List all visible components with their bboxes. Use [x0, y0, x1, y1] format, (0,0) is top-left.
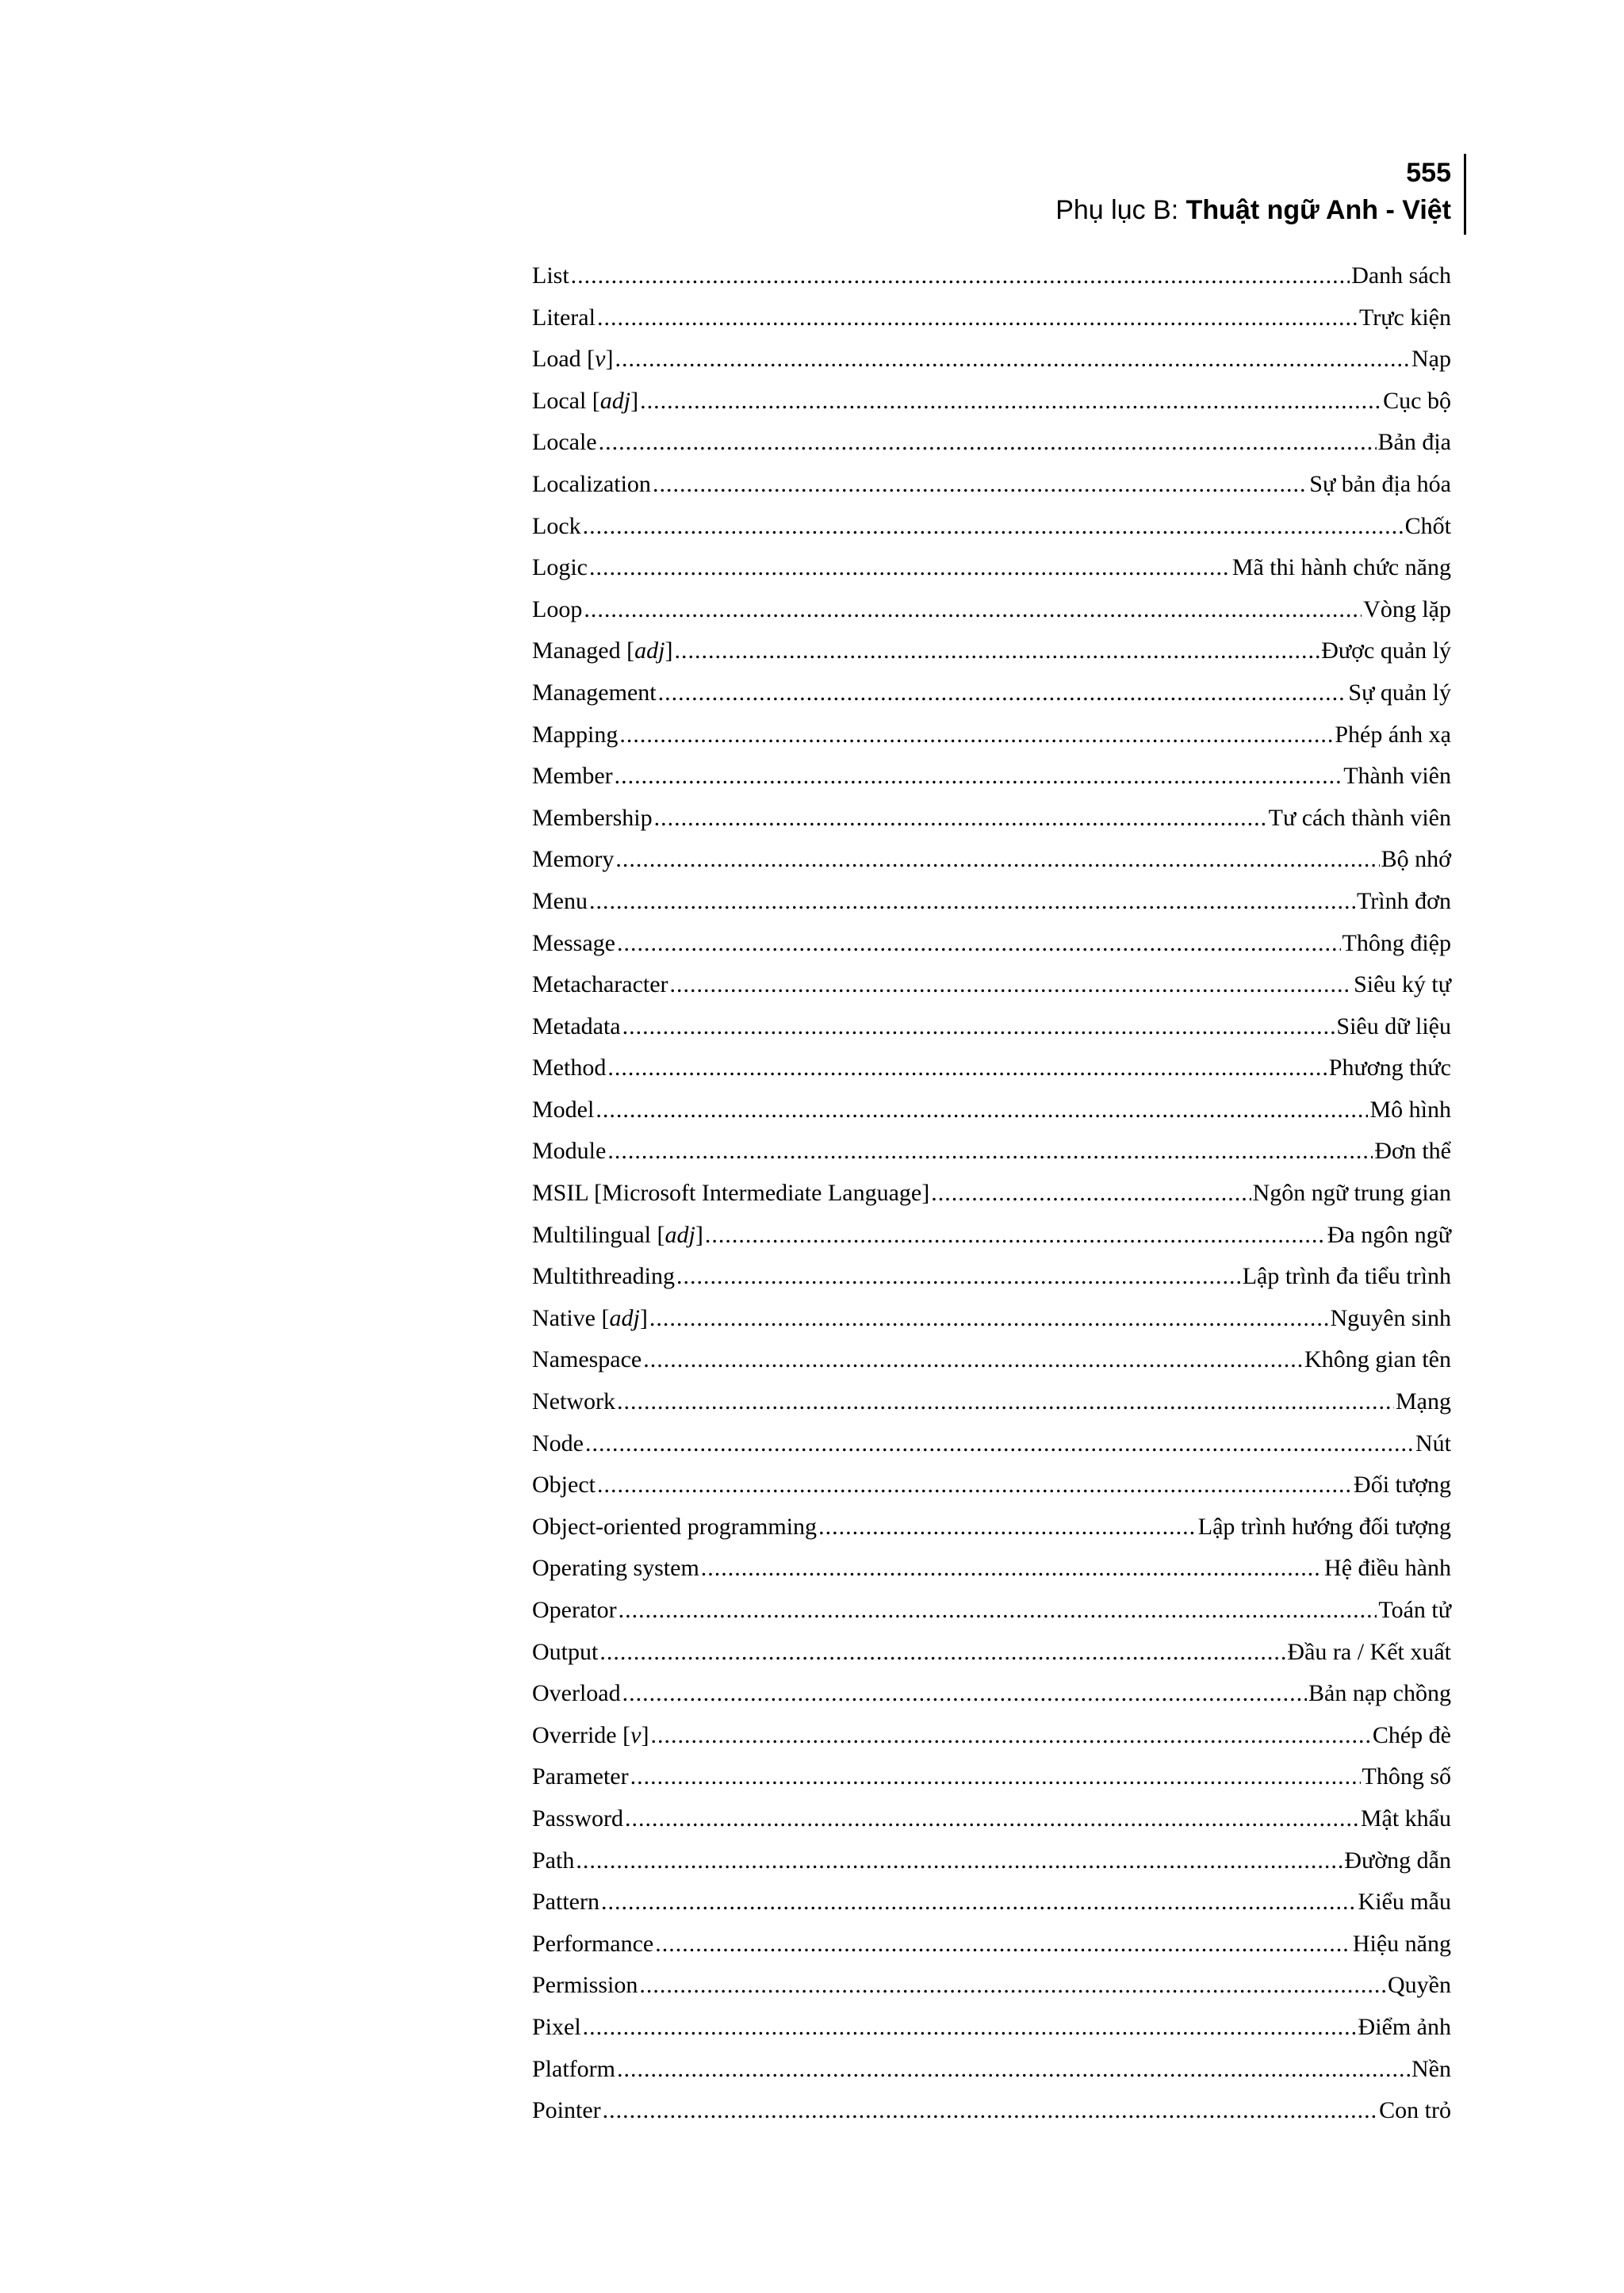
glossary-entry [532, 672, 1451, 714]
entry-definition: Bản địa [1377, 429, 1451, 456]
term-text: Locale [532, 429, 597, 456]
entry-term [532, 1464, 596, 1506]
glossary-entry [532, 1756, 1451, 1798]
part-of-speech-tag: adj [599, 387, 631, 414]
dot-leader [630, 1756, 1361, 1798]
dot-leader [617, 1381, 1394, 1423]
term-text: Lock [532, 512, 581, 539]
glossary-entry [532, 589, 1451, 631]
glossary-list [532, 255, 1451, 2132]
entry-definition: Thông điệp [1342, 929, 1451, 956]
glossary-entry [532, 547, 1451, 589]
dot-leader [653, 464, 1308, 506]
term-text: Method [532, 1055, 607, 1081]
entry-term [532, 1506, 817, 1548]
running-title [952, 190, 1451, 230]
term-text: Localization [532, 470, 651, 497]
dot-leader [640, 381, 1381, 423]
entry-term [532, 255, 569, 297]
dot-leader [571, 255, 1350, 297]
glossary-entry [532, 1715, 1451, 1757]
dot-leader [584, 589, 1362, 631]
glossary-entry [532, 714, 1451, 756]
dot-leader [658, 672, 1347, 714]
entry-definition: Trình đơn [1357, 887, 1451, 914]
entry-definition: Bản nạp chồng [1308, 1680, 1451, 1707]
dot-leader [607, 1047, 1327, 1089]
term-text: Local [532, 387, 587, 414]
entry-term [532, 589, 582, 631]
glossary-entry [532, 381, 1451, 423]
term-text: Parameter [532, 1763, 629, 1790]
term-text: Multithreading [532, 1263, 675, 1290]
page-number: 555 [1406, 158, 1451, 188]
dot-leader [615, 756, 1342, 798]
entry-definition: Siêu dữ liệu [1336, 1013, 1451, 1039]
entry-term [532, 1673, 621, 1715]
dot-leader [583, 506, 1404, 548]
entry-definition: Toán tử [1378, 1597, 1451, 1623]
dot-leader [639, 1965, 1386, 2007]
entry-term: Local [adj] [532, 387, 639, 414]
glossary-entry [532, 1881, 1451, 1924]
glossary-entry [532, 1506, 1451, 1548]
dot-leader [583, 2007, 1357, 2049]
entry-definition: Lập trình đa tiểu trình [1242, 1263, 1451, 1290]
entry-term [532, 1339, 642, 1381]
glossary-entry [532, 1840, 1451, 1882]
term-text: Pointer [532, 2097, 601, 2124]
term-text: Mapping [532, 721, 619, 748]
term-text: Loop [532, 595, 583, 622]
dot-leader [597, 297, 1358, 339]
header-rule [1464, 154, 1466, 235]
dot-leader [643, 1339, 1303, 1381]
dot-leader [655, 1924, 1351, 1966]
term-text: Pattern [532, 1889, 599, 1916]
entry-term: Multilingual [adj] [532, 1221, 703, 1248]
term-text: Model [532, 1096, 595, 1123]
glossary-entry [532, 1590, 1451, 1632]
entry-definition: Đường dẫn [1344, 1847, 1451, 1874]
part-of-speech-tag: adj [634, 637, 665, 664]
entry-definition: Nền [1411, 2055, 1451, 2082]
term-text: Object-oriented programming [532, 1513, 818, 1540]
entry-definition: Vòng lặp [1363, 595, 1451, 622]
entry-definition: Quyền [1388, 1972, 1451, 1999]
glossary-entry [532, 1256, 1451, 1298]
dot-leader [649, 1298, 1329, 1340]
term-text: Overload [532, 1680, 621, 1707]
term-text: Membership [532, 804, 653, 831]
entry-definition: Thành viên [1343, 763, 1451, 790]
entry-term [532, 1756, 629, 1798]
glossary-entry [532, 2007, 1451, 2049]
dot-leader [818, 1506, 1197, 1548]
entry-definition: Được quản lý [1321, 637, 1451, 664]
entry-term [532, 714, 618, 756]
entry-term [532, 1840, 574, 1882]
term-text: Pixel [532, 2013, 581, 2040]
entry-definition: Sự bản địa hóa [1309, 470, 1451, 497]
dot-leader [601, 1881, 1357, 1924]
term-text: Network [532, 1388, 615, 1415]
dot-leader [599, 1632, 1285, 1674]
entry-definition: Hệ điều hành [1324, 1555, 1451, 1582]
entry-definition: Chép đè [1372, 1721, 1451, 1748]
term-expansion: [Microsoft Intermediate Language] [588, 1180, 930, 1207]
dot-leader [619, 714, 1333, 756]
term-text: Permission [532, 1972, 638, 1999]
glossary-entry [532, 255, 1451, 297]
entry-definition: Nguyên sinh [1330, 1304, 1451, 1331]
entry-definition: Phương thức [1328, 1055, 1451, 1081]
appendix-title: Thuật ngữ Anh - Việt [1185, 195, 1451, 225]
entry-definition: Ngôn ngữ trung gian [1252, 1180, 1451, 1207]
entry-definition: Nút [1415, 1430, 1451, 1457]
glossary-entry [532, 798, 1451, 840]
entry-term [532, 1256, 675, 1298]
glossary-entry [532, 339, 1451, 381]
dot-leader [705, 1215, 1326, 1257]
entry-term [532, 1965, 638, 2007]
term-text: Metadata [532, 1013, 621, 1039]
entry-definition: Kiểu mẫu [1358, 1889, 1451, 1916]
dot-leader [615, 839, 1379, 881]
dot-leader [603, 2090, 1377, 2132]
entry-term [532, 839, 614, 881]
dot-leader [589, 547, 1231, 589]
entry-term [532, 422, 597, 464]
dot-leader [617, 923, 1341, 965]
term-text: Native [532, 1304, 596, 1331]
dot-leader [622, 1673, 1307, 1715]
glossary-entry [532, 1089, 1451, 1131]
glossary-entry [532, 1464, 1451, 1506]
term-text: Menu [532, 887, 588, 914]
entry-term [532, 756, 613, 798]
glossary-entry [532, 630, 1451, 672]
entry-term [532, 1423, 584, 1465]
term-text: Message [532, 929, 615, 956]
entry-definition: Bộ nhớ [1381, 846, 1451, 873]
dot-leader [625, 1798, 1359, 1840]
entry-term [532, 1381, 615, 1423]
glossary-entry [532, 1381, 1451, 1423]
glossary-entry [532, 2049, 1451, 2091]
glossary-entry [532, 1131, 1451, 1173]
term-text: Logic [532, 554, 588, 581]
dot-leader [589, 881, 1355, 923]
term-text: Module [532, 1138, 607, 1165]
entry-definition: Mô hình [1369, 1096, 1451, 1123]
glossary-entry [532, 297, 1451, 339]
dot-leader [650, 1715, 1370, 1757]
entry-term [532, 2007, 581, 2049]
glossary-entry [532, 1047, 1451, 1089]
term-text: Override [532, 1721, 617, 1748]
term-text: List [532, 262, 569, 289]
glossary-entry [532, 756, 1451, 798]
entry-term [532, 1590, 617, 1632]
dot-leader [585, 1423, 1414, 1465]
term-text: Member [532, 763, 613, 790]
dot-leader [701, 1548, 1323, 1590]
entry-term [532, 464, 651, 506]
glossary-entry [532, 1924, 1451, 1966]
part-of-speech-tag: adj [665, 1221, 695, 1248]
entry-term [532, 964, 668, 1006]
term-text: Load [532, 346, 581, 373]
entry-definition: Trực kiện [1359, 304, 1451, 331]
glossary-entry [532, 1215, 1451, 1257]
dot-leader [599, 422, 1377, 464]
part-of-speech-tag: v [630, 1721, 642, 1748]
entry-term [532, 297, 596, 339]
entry-definition: Đầu ra / Kết xuất [1287, 1638, 1451, 1665]
appendix-label: Phụ lục B: [1055, 195, 1186, 225]
glossary-entry [532, 1798, 1451, 1840]
entry-definition: Thông số [1362, 1763, 1451, 1790]
entry-definition: Tư cách thành viên [1268, 804, 1451, 831]
term-text: Literal [532, 304, 596, 331]
entry-term [532, 1548, 699, 1590]
entry-definition: Phép ánh xạ [1335, 721, 1451, 748]
entry-term [532, 547, 588, 589]
term-text: Operating system [532, 1555, 699, 1582]
page-header [952, 155, 1451, 230]
entry-term: Native [adj] [532, 1304, 648, 1331]
dot-leader [654, 798, 1267, 840]
term-text: Path [532, 1847, 575, 1874]
entry-definition: Sự quản lý [1348, 679, 1451, 706]
entry-definition: Chốt [1404, 512, 1451, 539]
glossary-entry [532, 2090, 1451, 2132]
entry-definition: Mã thi hành chức năng [1231, 554, 1451, 581]
entry-term: Override [v] [532, 1721, 649, 1748]
glossary-entry [532, 1965, 1451, 2007]
entry-term [532, 1006, 621, 1048]
entry-definition: Không gian tên [1304, 1346, 1451, 1373]
dot-leader [576, 1840, 1342, 1882]
glossary-entry [532, 881, 1451, 923]
dot-leader [596, 1089, 1368, 1131]
glossary-entry [532, 422, 1451, 464]
glossary-entry [532, 839, 1451, 881]
glossary-entry [532, 964, 1451, 1006]
glossary-entry [532, 923, 1451, 965]
entry-term [532, 1798, 623, 1840]
dot-leader [607, 1131, 1373, 1173]
term-text: Metacharacter [532, 971, 668, 998]
glossary-entry [532, 464, 1451, 506]
entry-term [532, 2049, 615, 2091]
entry-definition: Đa ngôn ngữ [1327, 1221, 1451, 1248]
entry-term [532, 506, 581, 548]
entry-definition: Cục bộ [1383, 387, 1451, 414]
entry-term [532, 1173, 929, 1215]
dot-leader [617, 2049, 1410, 2091]
term-text: Management [532, 679, 657, 706]
entry-definition: Con trỏ [1379, 2097, 1451, 2124]
term-text: Performance [532, 1930, 654, 1957]
entry-definition: Nạp [1411, 346, 1451, 373]
entry-definition: Siêu ký tự [1354, 971, 1451, 998]
entry-term: Managed [adj] [532, 637, 673, 664]
glossary-entry [532, 1173, 1451, 1215]
entry-term [532, 923, 615, 965]
dot-leader [670, 964, 1353, 1006]
term-text: Platform [532, 2055, 615, 2082]
entry-definition: Mạng [1396, 1388, 1451, 1415]
dot-leader [674, 630, 1320, 672]
dot-leader [622, 1006, 1335, 1048]
term-text: Operator [532, 1597, 617, 1623]
term-text: MSIL [532, 1180, 588, 1207]
entry-definition: Lập trình hướng đối tượng [1197, 1513, 1451, 1540]
dot-leader [676, 1256, 1241, 1298]
glossary-entry [532, 1423, 1451, 1465]
entry-term [532, 672, 657, 714]
part-of-speech-tag: v [595, 346, 606, 373]
entry-term [532, 2090, 601, 2132]
entry-term [532, 1924, 653, 1966]
glossary-entry [532, 1673, 1451, 1715]
entry-definition: Đơn thể [1374, 1138, 1451, 1165]
term-text: Password [532, 1805, 624, 1832]
entry-term [532, 1089, 594, 1131]
term-text: Output [532, 1638, 599, 1665]
entry-term [532, 1881, 599, 1924]
entry-definition: Đối tượng [1354, 1472, 1451, 1499]
entry-definition: Hiệu năng [1352, 1930, 1451, 1957]
entry-term [532, 1047, 606, 1089]
glossary-entry [532, 1298, 1451, 1340]
dot-leader [619, 1590, 1377, 1632]
dot-leader [615, 339, 1410, 381]
glossary-entry [532, 1339, 1451, 1381]
glossary-entry [532, 1548, 1451, 1590]
dot-leader [597, 1464, 1352, 1506]
term-text: Multilingual [532, 1221, 651, 1248]
part-of-speech-tag: adj [609, 1304, 640, 1331]
entry-definition: Danh sách [1351, 262, 1451, 289]
term-text: Object [532, 1472, 596, 1499]
entry-term [532, 1131, 606, 1173]
entry-term [532, 798, 653, 840]
entry-definition: Điểm ảnh [1358, 2013, 1451, 2040]
term-text: Node [532, 1430, 584, 1457]
glossary-entry [532, 1006, 1451, 1048]
term-text: Managed [532, 637, 621, 664]
term-text: Memory [532, 846, 615, 873]
dot-leader [931, 1173, 1251, 1215]
entry-term [532, 1632, 598, 1674]
entry-term: Load [v] [532, 346, 614, 373]
entry-definition: Mật khẩu [1360, 1805, 1451, 1832]
glossary-entry [532, 506, 1451, 548]
glossary-entry [532, 1632, 1451, 1674]
term-text: Namespace [532, 1346, 642, 1373]
entry-term [532, 881, 588, 923]
